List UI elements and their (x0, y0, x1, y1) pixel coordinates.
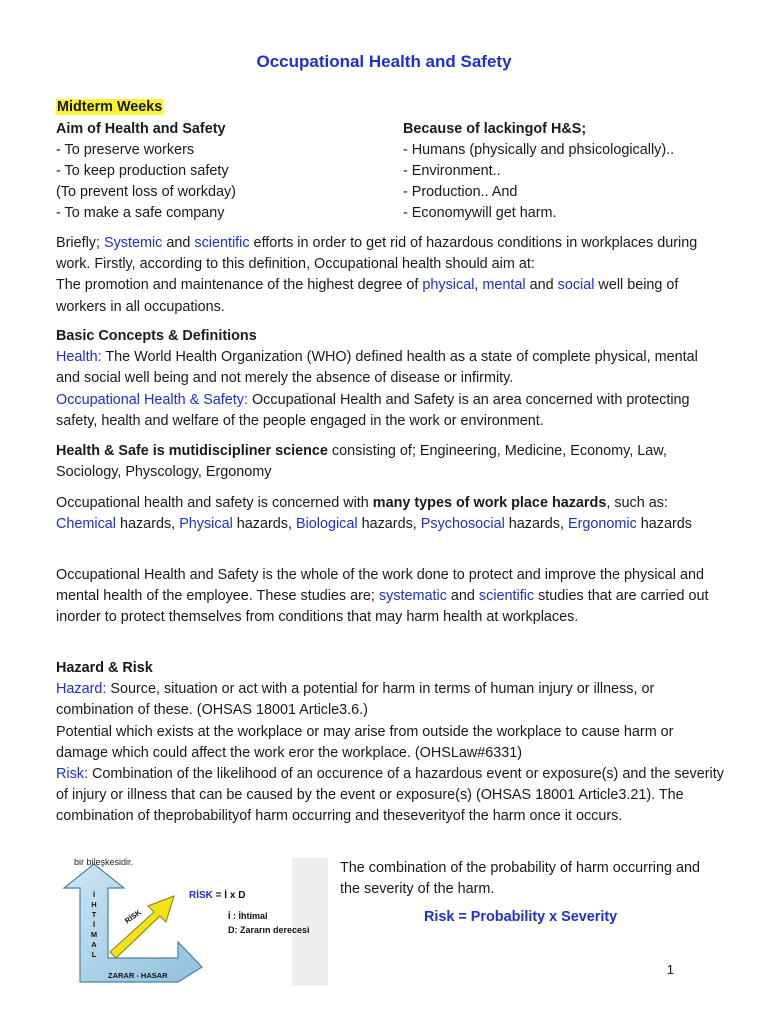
text-run: Occupational health and safety is concerned with (56, 495, 373, 511)
keyword: scientific (194, 235, 250, 251)
multidisciplinary-paragraph (56, 441, 724, 483)
whole-work-paragraph (56, 565, 724, 629)
lacking-heading: Because of lackingof H&S; (403, 121, 587, 137)
basic-section (56, 326, 724, 432)
text-run: hazards, (357, 516, 421, 533)
hazard-risk-section (56, 658, 724, 828)
bold-run: Health & Safe is mutidiscipliner science (56, 443, 328, 459)
keyword: systematic (378, 588, 447, 605)
risk-formula: Risk = Probability x Severity (424, 909, 618, 925)
risk-definition (56, 764, 724, 828)
term-label: Hazard: (56, 681, 107, 698)
keyword: social (557, 277, 595, 294)
vertical-letter: A (91, 940, 97, 949)
risk-diagram (56, 854, 330, 988)
text-run: and (525, 277, 558, 294)
frame-arrows (64, 864, 202, 982)
keyword: Biological (295, 516, 358, 533)
keyword: Physical (179, 516, 233, 533)
potential-definition: Potential which exists at the workplace or may arise from outside the workplace to cause harm or damage which could affect the work eror the workplace. (OHSLaw#6331) (56, 723, 674, 761)
keyword: Psychosocial (420, 516, 505, 533)
aim-item: (To prevent loss of workday) (56, 184, 236, 200)
formula-risk-word: RİSK (189, 890, 213, 901)
text-run: hazards, (115, 516, 180, 533)
text-run: hazards (636, 516, 692, 533)
lacking-item: - Environment.. (403, 163, 501, 179)
text-run: efforts in order to get rid of hazardous conditions in workplaces during work. Firstly, according to this definition, Occupational health should aim at: (56, 235, 698, 273)
ohs-definition (56, 390, 724, 432)
keyword: scientific (478, 588, 535, 605)
keyword: Chemical (56, 516, 116, 533)
briefly-paragraph (56, 233, 724, 318)
lacking-item: - Economywill get harm. (403, 205, 557, 221)
page-title: Occupational Health and Safety (256, 52, 512, 71)
diagonal-label: RİSK (123, 907, 143, 926)
text-run: consisting of; Engineering, Medicine, Economy, Law, Sociology, Physcology, Ergonomy (56, 443, 667, 481)
text-run: The promotion and maintenance of the highest degree of (56, 277, 423, 294)
text-run: studies that are carried out inorder to protect themselves from conditions that may harm health at workplaces. (56, 588, 709, 626)
text-run: Combination of the likelihood of an occurence of a hazardous event or exposure(s) and the severity of injury or illness that can be caused by the event or exposure(s) (OHSAS 18001 Article3.21). The combination of theprobabilityof harm occurring and theseverityof the harm once it occurs. (56, 766, 724, 825)
term-label: Occupational Health & Safety: (56, 391, 248, 408)
basic-heading: Basic Concepts & Definitions (56, 328, 257, 344)
text-run: hazards, (504, 516, 568, 533)
legend-severity: D: Zararın derecesi (228, 925, 310, 935)
keyword: physical (422, 277, 475, 294)
text-run: , (474, 277, 483, 294)
keyword: mental (482, 277, 526, 294)
text-run: Briefly; (56, 235, 104, 251)
vertical-letter: İ (92, 890, 96, 899)
text-run: and (446, 588, 479, 605)
page-number: 1 (666, 962, 674, 977)
bold-run: many types of work place hazards (372, 495, 607, 511)
aim-item: - To keep production safety (56, 163, 229, 179)
term-label: Health: (56, 349, 102, 366)
aim-heading: Aim of Health and Safety (56, 121, 226, 137)
hazard-types-paragraph (56, 493, 724, 535)
lacking-item: - Humans (physically and phsicologically).. (403, 142, 675, 158)
midterm-label (56, 97, 163, 118)
vertical-letter: H (91, 900, 97, 909)
hazard-definition (56, 679, 724, 721)
text-run: The World Health Organization (WHO) defined health as a state of complete physical, mental and social well being and not merely the absence of disease or infirmity. (56, 349, 698, 387)
aim-item: - To make a safe company (56, 205, 225, 221)
vertical-letter: L (91, 950, 97, 959)
text-run: well being of workers in all occupations. (56, 277, 679, 315)
legend-probability: İ : İhtimal (228, 911, 268, 921)
text-run: hazards, (232, 516, 296, 533)
hazard-risk-heading: Hazard & Risk (56, 660, 153, 676)
midterm-highlight: Midterm Weeks (57, 99, 163, 115)
risk-note: The combination of the probability of harm occurring and the severity of the harm. (340, 860, 700, 898)
keyword: Ergonomic (567, 516, 637, 533)
diagram-caption: bir bileşkesidir. (74, 857, 134, 867)
term-label: Risk: (56, 766, 88, 783)
text-run: Source, situation or act with a potential for harm in terms of human injury or illness, or combination of these. (OHSAS 18001 Article3.6.) (56, 681, 655, 719)
text-run: and (162, 235, 195, 251)
vertical-letter: İ (92, 920, 96, 929)
keyword: Systemic (103, 235, 163, 251)
text-run: , such as: (606, 495, 668, 511)
text-run: Occupational Health and Safety is the whole of the work done to protect and improve the physical and mental health of the employee. These studies are; (56, 567, 704, 605)
horizontal-label: ZARAR - HASAR (108, 971, 168, 980)
vertical-letter: M (90, 930, 98, 939)
lacking-item: - Production.. And (403, 184, 518, 200)
diagram-formula (189, 890, 245, 901)
aim-item: - To preserve workers (56, 142, 195, 158)
text-run: Occupational Health and Safety is an area concerned with protecting safety, health and welfare of the people engaged in the work or environment. (56, 391, 690, 429)
formula-rest: = İ x D (212, 890, 246, 901)
health-definition (56, 347, 724, 389)
diagonal-risk-arrow (110, 896, 174, 958)
vertical-letter: T (91, 910, 97, 919)
